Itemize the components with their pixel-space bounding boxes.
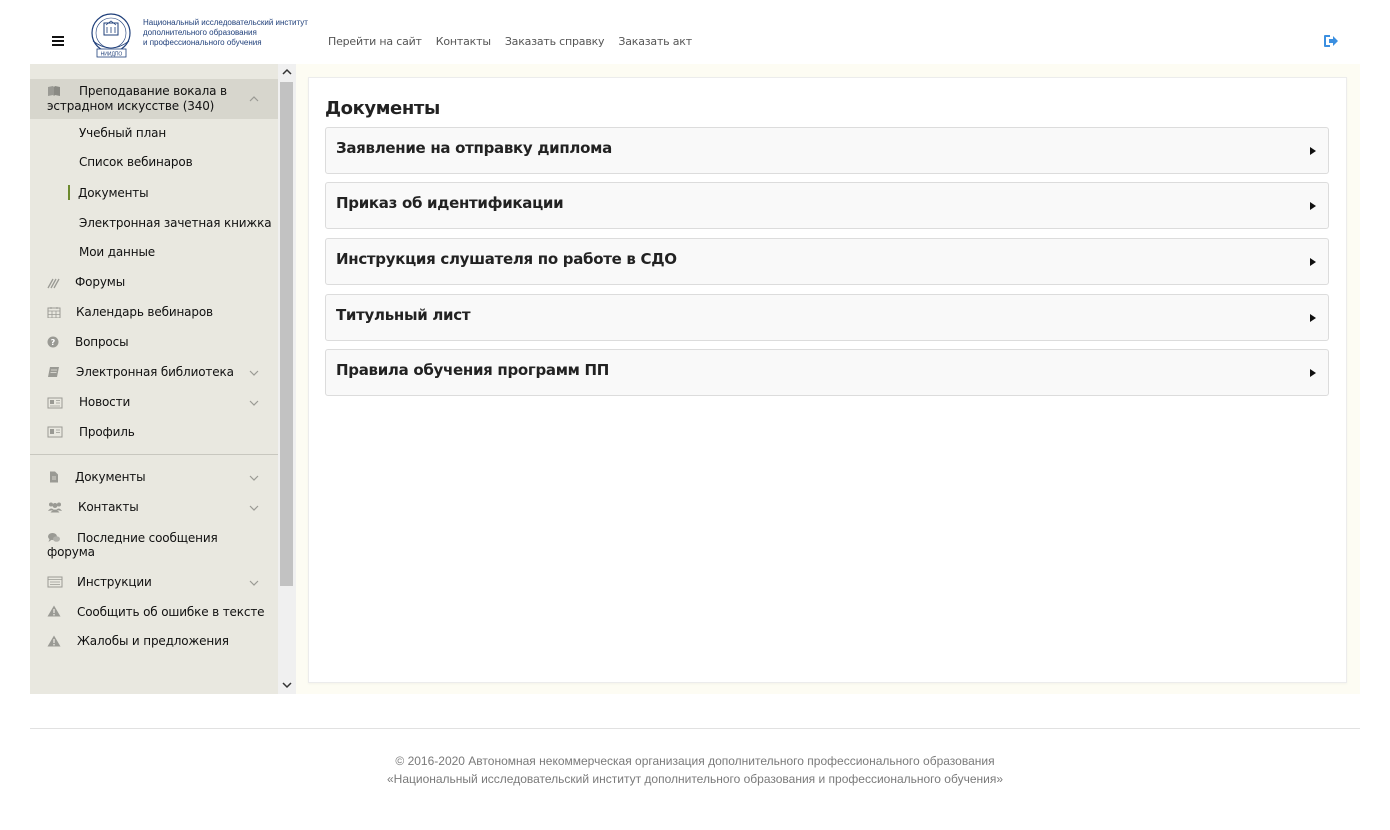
scroll-up-arrow-icon[interactable] <box>278 64 296 81</box>
course-title-line2: эстрадном искусстве (340) <box>47 99 215 113</box>
open-book-icon <box>47 85 61 97</box>
logo-emblem-icon[interactable] <box>84 11 140 59</box>
caret-right-icon <box>1310 369 1316 377</box>
caret-right-icon <box>1310 202 1316 210</box>
sidebar-item-label: Сообщить об ошибке в тексте <box>77 605 265 619</box>
sidebar-scrollbar[interactable] <box>278 64 296 694</box>
nav-link-site[interactable]: Перейти на сайт <box>328 35 422 48</box>
sidebar-divider <box>30 454 278 455</box>
accordion-item-diploma-application[interactable] <box>325 127 1329 174</box>
chevron-down-icon[interactable] <box>249 580 259 586</box>
sidebar-subitem-documents[interactable]: Документы <box>78 186 149 200</box>
accordion-title: Заявление на отправку диплома <box>336 139 612 157</box>
sidebar-item-label: Форумы <box>75 275 126 289</box>
warning-icon <box>47 635 61 647</box>
course-title-line1: Преподавание вокала в <box>79 84 227 98</box>
nav-link-contacts[interactable]: Контакты <box>435 35 491 48</box>
forum-icon <box>47 277 61 289</box>
sidebar-item-label: Документы <box>75 470 146 484</box>
document-icon <box>47 471 61 483</box>
current-page-marker <box>68 185 70 200</box>
book-icon <box>47 366 61 378</box>
footer-line2: «Национальный исследовательский институт дополнительного образования и профессионального обучения» <box>386 772 1004 786</box>
sidebar-subitem-webinars[interactable]: Список вебинаров <box>79 155 193 169</box>
sidebar <box>30 64 296 694</box>
nav-link-order-certificate[interactable]: Заказать справку <box>504 35 605 48</box>
logo-line: и профессионального обучения <box>143 38 262 47</box>
sidebar-subitem-curriculum[interactable]: Учебный план <box>79 126 167 140</box>
sidebar-item-label: Инструкции <box>77 575 152 589</box>
nav-link-order-act[interactable]: Заказать акт <box>618 35 692 48</box>
accordion-title: Правила обучения программ ПП <box>336 361 610 379</box>
sidebar-item-label: Жалобы и предложения <box>77 634 229 648</box>
warning-icon <box>47 605 61 617</box>
sidebar-item-label: Последние сообщения <box>77 531 218 545</box>
sidebar-menu <box>30 64 278 694</box>
question-icon <box>47 336 61 348</box>
accordion-item-identification-order[interactable] <box>325 182 1329 229</box>
logout-icon[interactable] <box>1323 34 1339 48</box>
chevron-down-icon[interactable] <box>249 475 259 481</box>
footer-divider <box>30 728 1360 729</box>
users-icon <box>47 501 63 513</box>
comments-icon <box>47 532 61 544</box>
sidebar-item-label: Электронная библиотека <box>76 365 234 379</box>
sidebar-item-label: Новости <box>79 395 131 409</box>
accordion-item-title-page[interactable] <box>325 294 1329 341</box>
caret-right-icon <box>1310 147 1316 155</box>
sidebar-item-label: Контакты <box>78 500 139 514</box>
svg-text:?: ? <box>50 338 56 347</box>
caret-right-icon <box>1310 258 1316 266</box>
sidebar-item-label: форума <box>47 545 95 559</box>
footer-line1: © 2016-2020 Автономная некоммерческая организация дополнительного профессионального образования <box>395 754 995 768</box>
accordion-item-pp-rules[interactable] <box>325 349 1329 396</box>
list-icon <box>47 576 63 588</box>
chevron-up-icon[interactable] <box>249 96 259 102</box>
caret-right-icon <box>1310 314 1316 322</box>
id-card-icon <box>47 426 63 438</box>
sidebar-subitem-gradebook[interactable]: Электронная зачетная книжка <box>79 216 272 230</box>
chevron-down-icon[interactable] <box>249 400 259 406</box>
calendar-icon <box>47 306 61 318</box>
logo-line: дополнительного образования <box>143 28 257 37</box>
logo-line: Национальный исследовательский институт <box>143 18 308 27</box>
logo-badge: НИИДПО <box>100 51 123 58</box>
top-header <box>0 0 1390 64</box>
accordion-title: Инструкция слушателя по работе в СДО <box>336 250 677 268</box>
menu-icon[interactable] <box>52 33 66 45</box>
sidebar-item-label: Профиль <box>79 425 135 439</box>
chevron-down-icon[interactable] <box>249 370 259 376</box>
footer <box>0 752 1390 788</box>
news-icon <box>47 397 63 409</box>
accordion-item-sdo-instructions[interactable] <box>325 238 1329 285</box>
sidebar-item-label: Календарь вебинаров <box>76 305 213 319</box>
accordion-title: Приказ об идентификации <box>336 194 564 212</box>
sidebar-subitem-my-data[interactable]: Мои данные <box>79 245 156 259</box>
sidebar-item-label: Вопросы <box>75 335 129 349</box>
scrollbar-thumb[interactable] <box>280 82 293 586</box>
scroll-down-arrow-icon[interactable] <box>278 676 296 693</box>
logo-text <box>143 18 308 48</box>
accordion-title: Титульный лист <box>336 306 471 324</box>
page-title: Документы <box>325 98 440 119</box>
chevron-down-icon[interactable] <box>249 505 259 511</box>
top-nav <box>328 35 692 48</box>
